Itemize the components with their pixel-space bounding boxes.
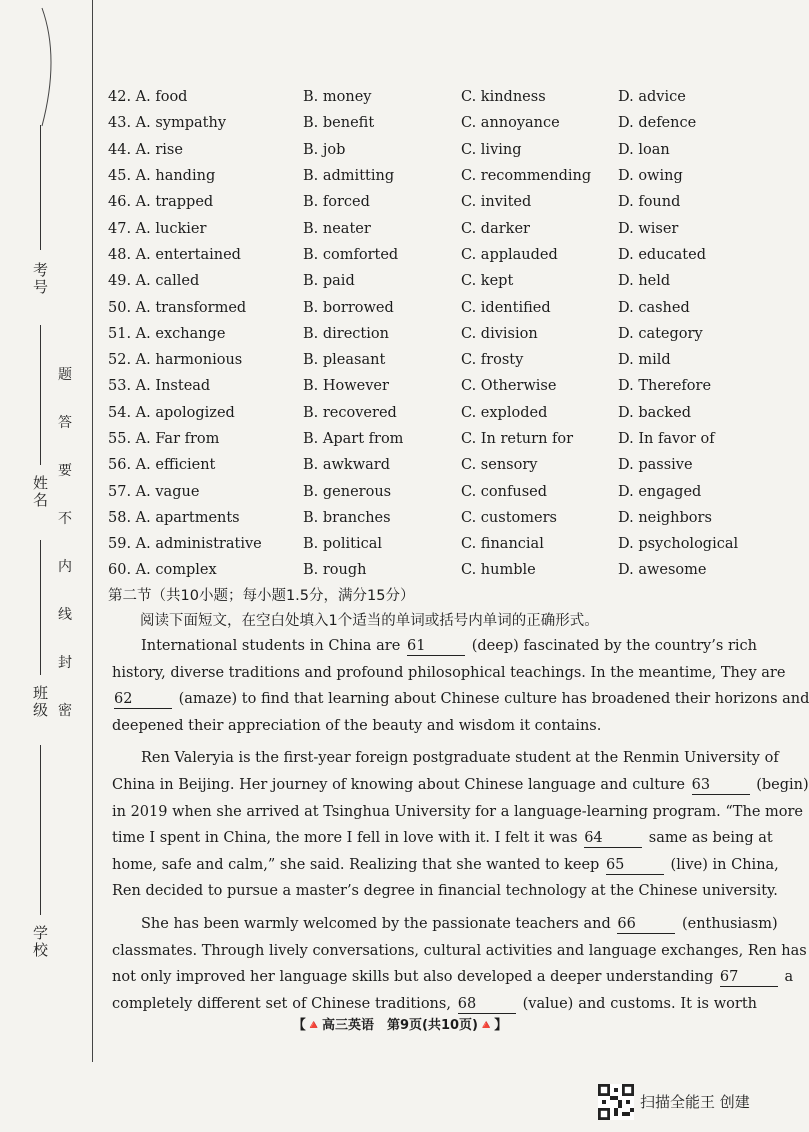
- passage-text: time I spent in China, the more I fell in love with it. I felt it was: [112, 830, 583, 847]
- option-c: C. Otherwise: [461, 378, 557, 395]
- option-d: D. wiser: [618, 220, 679, 237]
- passage-line: [112, 964, 794, 991]
- option-row: [108, 84, 768, 110]
- option-a: 47. A. luckier: [108, 220, 207, 237]
- option-b: B. neater: [303, 220, 371, 237]
- passage-text: (enthusiasm): [677, 915, 778, 932]
- option-c: C. humble: [461, 562, 536, 579]
- class-label: 班级: [31, 685, 49, 719]
- name-label: 姓名: [31, 475, 49, 509]
- option-b: B. direction: [303, 325, 389, 342]
- qr-code-icon: [598, 1084, 634, 1120]
- passage-text: (deep) fascinated by the country’s rich: [467, 638, 758, 654]
- passage-text: not only improved her language skills but also developed a deeper understanding: [112, 969, 718, 986]
- option-row: [108, 110, 768, 136]
- option-d: D. awesome: [618, 562, 707, 579]
- answer-blank[interactable]: 62: [114, 690, 172, 709]
- option-a: 46. A. trapped: [108, 194, 214, 211]
- option-c: C. recommending: [461, 168, 592, 185]
- option-d: D. found: [618, 194, 681, 211]
- seal-char: 密: [58, 703, 72, 719]
- class-line: [40, 540, 41, 675]
- option-b: B. rough: [303, 562, 367, 579]
- passage-line: [112, 633, 757, 660]
- option-a: 42. A. food: [108, 89, 188, 106]
- passage-line: [112, 772, 809, 799]
- option-row: [108, 347, 768, 373]
- option-a: 59. A. administrative: [108, 536, 262, 553]
- option-row: [108, 531, 768, 557]
- option-row: [108, 400, 768, 426]
- option-d: D. In favor of: [618, 431, 715, 447]
- binding-margin: [0, 0, 100, 1132]
- passage-line: [112, 745, 779, 772]
- option-d: D. passive: [618, 457, 693, 474]
- option-a: 58. A. apartments: [108, 509, 240, 526]
- option-b: B. forced: [303, 194, 370, 211]
- passage-line: [112, 713, 757, 740]
- option-c: C. identified: [461, 299, 551, 316]
- option-row: [108, 189, 768, 215]
- option-row: [108, 557, 768, 583]
- passage-line: [112, 686, 809, 713]
- passage-line: [112, 660, 786, 687]
- answer-blank[interactable]: 63: [692, 776, 750, 795]
- passage-line: [112, 938, 807, 965]
- option-a: 54. A. apologized: [108, 404, 235, 421]
- binding-line: [92, 0, 93, 1062]
- passage-text: history, diverse traditions and profound philosophical teachings. In the meantime, They are: [112, 664, 786, 681]
- option-b: B. borrowed: [303, 299, 394, 316]
- option-a: 44. A. rise: [108, 141, 183, 158]
- answer-blank[interactable]: 66: [617, 915, 675, 934]
- option-a: 43. A. sympathy: [108, 115, 227, 132]
- seal-char: 不: [58, 511, 72, 527]
- option-row: [108, 452, 768, 478]
- options-list: [108, 84, 768, 584]
- option-d: D. engaged: [618, 483, 702, 500]
- paragraph-3: [112, 911, 807, 1017]
- option-d: D. Therefore: [618, 378, 712, 395]
- option-row: [108, 321, 768, 347]
- option-d: D. backed: [618, 404, 692, 421]
- passage-text: International students in China are: [141, 638, 406, 654]
- passage-text: in 2019 when she arrived at Tsinghua University for a language-learning program. “The more: [112, 803, 804, 820]
- option-c: C. division: [461, 325, 538, 342]
- option-row: [108, 215, 768, 241]
- option-c: C. kindness: [461, 89, 546, 106]
- seal-char: 封: [58, 655, 72, 671]
- passage-text: classmates. Through lively conversations, cultural activities and language exchanges, Ren has: [112, 942, 807, 959]
- option-a: 51. A. exchange: [108, 325, 226, 342]
- paragraph-2: [112, 745, 809, 905]
- option-d: D. psychological: [618, 536, 739, 553]
- option-d: D. mild: [618, 352, 671, 369]
- option-b: B. comforted: [303, 246, 399, 263]
- option-a: 57. A. vague: [108, 483, 200, 500]
- option-d: D. category: [618, 325, 703, 342]
- option-c: C. In return for: [461, 431, 574, 447]
- school-line: [40, 745, 41, 915]
- option-a: 50. A. transformed: [108, 299, 247, 316]
- option-a: 49. A. called: [108, 273, 200, 290]
- seal-char: 内: [58, 559, 72, 575]
- seal-char: 题: [58, 367, 72, 383]
- option-row: [108, 242, 768, 268]
- option-row: [108, 163, 768, 189]
- section-title: 第二节（共10小题；每小题1.5分，满分15分）: [108, 588, 415, 604]
- school-label: 学校: [31, 925, 49, 959]
- option-d: D. owing: [618, 168, 683, 185]
- option-b: B. benefit: [303, 115, 375, 132]
- option-c: C. invited: [461, 194, 532, 211]
- passage-text: She has been warmly welcomed by the passionate teachers and: [141, 915, 616, 932]
- exam-number-line: [40, 125, 41, 250]
- option-row: [108, 137, 768, 163]
- option-row: [108, 478, 768, 504]
- passage-line: [112, 825, 773, 852]
- option-c: C. frosty: [461, 352, 524, 369]
- passage-text: completely different set of Chinese traditions,: [112, 995, 456, 1012]
- option-c: C. darker: [461, 220, 530, 237]
- option-d: D. cashed: [618, 299, 690, 316]
- passage-text: Ren Valeryia is the first-year foreign postgraduate student at the Renmin University of: [141, 750, 779, 767]
- option-b: B. political: [303, 536, 383, 553]
- option-c: C. customers: [461, 509, 557, 526]
- seal-char: 线: [58, 607, 72, 623]
- passage-line: [112, 911, 778, 938]
- option-c: C. confused: [461, 483, 547, 500]
- margin-curve: [38, 8, 78, 128]
- option-b: B. However: [303, 378, 389, 395]
- passage-text: (begin): [751, 776, 809, 793]
- option-c: C. annoyance: [461, 115, 560, 132]
- passage-line: [112, 878, 778, 905]
- answer-blank[interactable]: 68: [458, 995, 516, 1014]
- option-d: D. neighbors: [618, 509, 712, 526]
- option-d: D. held: [618, 273, 671, 290]
- option-b: B. money: [303, 89, 372, 106]
- option-c: C. living: [461, 141, 522, 158]
- section-instruction: 阅读下面短文，在空白处填入1个适当的单词或括号内单词的正确形式。: [140, 613, 599, 629]
- passage-text: same as being at: [644, 830, 773, 847]
- scanner-watermark: 扫描全能王 创建: [640, 1093, 750, 1111]
- option-b: B. admitting: [303, 168, 395, 185]
- passage-text: a: [779, 969, 794, 986]
- option-b: B. awkward: [303, 457, 390, 474]
- option-c: C. applauded: [461, 246, 558, 263]
- option-c: C. sensory: [461, 457, 538, 474]
- seal-char: 答: [58, 415, 72, 431]
- passage-text: (amaze) to find that learning about Chinese culture has broadened their horizons and: [174, 691, 809, 708]
- option-row: [108, 426, 768, 452]
- option-b: B. generous: [303, 483, 392, 500]
- option-a: 56. A. efficient: [108, 457, 216, 474]
- option-a: 48. A. entertained: [108, 246, 241, 263]
- exam-number-label: 考号: [31, 262, 49, 296]
- option-a: 45. A. handing: [108, 168, 216, 185]
- paragraph-1: [112, 633, 809, 739]
- option-d: D. defence: [618, 115, 697, 132]
- option-row: [108, 268, 768, 294]
- passage-text: Ren decided to pursue a master’s degree in financial technology at the Chinese university.: [112, 883, 778, 900]
- seal-char: 要: [58, 463, 72, 479]
- option-c: C. kept: [461, 273, 514, 290]
- answer-blank[interactable]: 65: [606, 856, 664, 875]
- option-b: B. paid: [303, 273, 355, 290]
- option-a: 53. A. Instead: [108, 378, 211, 395]
- option-b: B. recovered: [303, 404, 397, 421]
- option-b: B. pleasant: [303, 352, 386, 369]
- passage-text: China in Beijing. Her journey of knowing about Chinese language and culture: [112, 776, 690, 793]
- option-b: B. branches: [303, 509, 391, 526]
- passage-line: [112, 852, 779, 879]
- answer-blank[interactable]: 64: [584, 829, 642, 848]
- option-c: C. exploded: [461, 404, 548, 421]
- answer-blank[interactable]: 61: [407, 637, 465, 656]
- option-d: D. advice: [618, 89, 686, 106]
- passage-text: deepened their appreciation of the beauty and wisdom it contains.: [112, 717, 602, 734]
- option-a: 60. A. complex: [108, 562, 217, 579]
- passage-text: (value) and customs. It is worth: [517, 995, 757, 1012]
- name-line: [40, 325, 41, 465]
- option-row: [108, 294, 768, 320]
- option-d: D. loan: [618, 141, 670, 158]
- option-row: [108, 373, 768, 399]
- option-a: 52. A. harmonious: [108, 352, 243, 369]
- passage-text: (live) in China,: [665, 856, 779, 873]
- passage-text: home, safe and calm,” she said. Realizing that she wanted to keep: [112, 856, 604, 873]
- option-d: D. educated: [618, 246, 706, 263]
- option-row: [108, 505, 768, 531]
- option-a: 55. A. Far from: [108, 431, 220, 447]
- option-c: C. financial: [461, 536, 544, 553]
- page-footer: 【🔺高三英语 第9页(共10页)🔺】: [292, 1018, 508, 1033]
- passage-line: [112, 799, 804, 826]
- option-b: B. Apart from: [303, 431, 404, 447]
- answer-blank[interactable]: 67: [720, 968, 778, 987]
- passage: [112, 633, 809, 1017]
- option-b: B. job: [303, 141, 346, 158]
